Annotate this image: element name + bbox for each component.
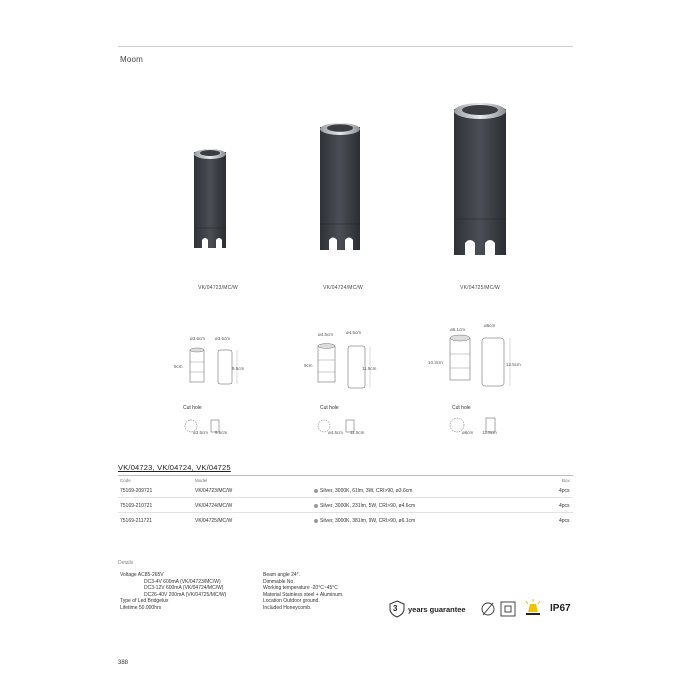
- row-desc: [314, 518, 415, 524]
- cut-dia: ø4.5cm: [328, 430, 344, 435]
- row-code: 75169-211721: [120, 518, 152, 524]
- dimension-label: ø3.5cm: [215, 336, 231, 341]
- details-title: Details: [118, 560, 134, 566]
- row-box: 4pcs: [559, 503, 570, 509]
- row-desc-text: Silver, 3000K, 61lm, 3W, CRI>90, ø3.6cm: [320, 488, 413, 494]
- cut-hole-label: Cut hole: [183, 405, 202, 411]
- product-image-small: [180, 140, 240, 260]
- dimension-label: ø3.6cm: [190, 336, 206, 341]
- dimension-label: 9cm: [174, 364, 183, 369]
- detail-line: Included Honeycomb.: [263, 604, 312, 611]
- cut-hole-icon: [448, 416, 508, 434]
- color-dot: [314, 504, 318, 508]
- dimension-label: 9.5cm: [232, 366, 245, 371]
- dimension-label: 9cm: [304, 363, 313, 368]
- cut-hole-label: Cut hole: [452, 405, 471, 411]
- dimension-label: 12.5cm: [506, 362, 521, 367]
- color-dot: [314, 519, 318, 523]
- table-rule: [118, 497, 573, 498]
- product-label: VK/04724/MC/W: [323, 285, 363, 291]
- detail-line: Location Outdoor ground.: [263, 598, 320, 605]
- page-number: 388: [118, 660, 129, 666]
- dimension-label: 11.5cm: [362, 366, 377, 371]
- product-image-large: [440, 95, 520, 265]
- led-light-icon: [522, 598, 544, 618]
- dimension-label: ø4.5cm: [318, 332, 334, 337]
- row-desc-text: Silver, 3000K, 231lm, 5W, CRI>90, ø4.6cm: [320, 503, 416, 509]
- row-box: 4pcs: [559, 488, 570, 494]
- guarantee-badge: [388, 600, 476, 618]
- table-rule: [118, 475, 573, 476]
- row-code: 75169-210721: [120, 503, 153, 509]
- details-right: [263, 572, 343, 612]
- dimension-label: ø6.1cm: [450, 327, 466, 332]
- class-ii-icon: [500, 601, 516, 617]
- series-title: Moom: [120, 55, 144, 64]
- product-label: VK/04725/MC/W: [460, 285, 500, 291]
- detail-line: Working temperature -20°C~45°C: [263, 585, 338, 592]
- detail-line: Lifetime 50.000hrs: [120, 604, 162, 611]
- detail-line: DC3-12V 600mA (VK/04724/MC/W): [144, 585, 224, 592]
- cut-depth: 12.5cm: [482, 430, 497, 435]
- table-rule: [118, 512, 573, 513]
- guarantee-text: years guarantee: [408, 605, 466, 614]
- cut-hole-label: Cut hole: [320, 405, 339, 411]
- details-left: [120, 572, 226, 612]
- top-rule: [118, 46, 573, 47]
- cut-depth: 9.5cm: [215, 430, 228, 435]
- cut-dia: ø3.5cm: [193, 430, 209, 435]
- ip-rating: IP67: [550, 603, 571, 614]
- row-model: VK/04723/MC/W: [195, 488, 233, 494]
- detail-line: Material Stainless steel + Aluminum.: [263, 591, 344, 598]
- dimension-label: 10.3cm: [428, 360, 443, 365]
- dimension-label: ø4.5cm: [346, 330, 362, 335]
- header-model: Model: [195, 478, 208, 483]
- detail-line: Beam angle 24°.: [263, 572, 301, 578]
- product-image-medium: [305, 112, 375, 262]
- row-desc-text: Silver, 3000K, 381lm, 9W, CRI>90, ø6.1cm: [320, 518, 416, 524]
- header-code: Code: [120, 478, 131, 483]
- row-model: VK/04724/MC/W: [195, 503, 233, 509]
- detail-line: Dimmable No.: [263, 578, 295, 585]
- product-label: VK/04723/MC/W: [198, 285, 238, 291]
- cut-depth: 11.5cm: [350, 430, 365, 435]
- models-title: VK/04723, VK/04724, VK/04725: [118, 463, 231, 472]
- dimension-label: ø6cm: [484, 323, 496, 328]
- row-code: 75169-209721: [120, 488, 153, 494]
- detail-line: Voltage AC85-265V: [120, 572, 164, 578]
- detail-line: DC26-40V 200mA (VK/04725/MC/W): [144, 591, 227, 598]
- header-box: Box: [562, 478, 570, 483]
- cut-dia: ø6cm: [462, 430, 474, 435]
- detail-line: Type of Led Bridgelux: [120, 598, 169, 605]
- row-box: 4pcs: [559, 518, 570, 524]
- color-dot: [314, 489, 318, 493]
- row-desc: [314, 503, 415, 509]
- detail-line: DC3-4V 600mA (VK/04723/MC/W): [144, 578, 221, 585]
- no-dimmable-icon: [480, 600, 496, 618]
- row-desc: [314, 488, 412, 494]
- guarantee-number: 3: [393, 604, 398, 613]
- row-model: VK/04725/MC/W: [195, 518, 233, 524]
